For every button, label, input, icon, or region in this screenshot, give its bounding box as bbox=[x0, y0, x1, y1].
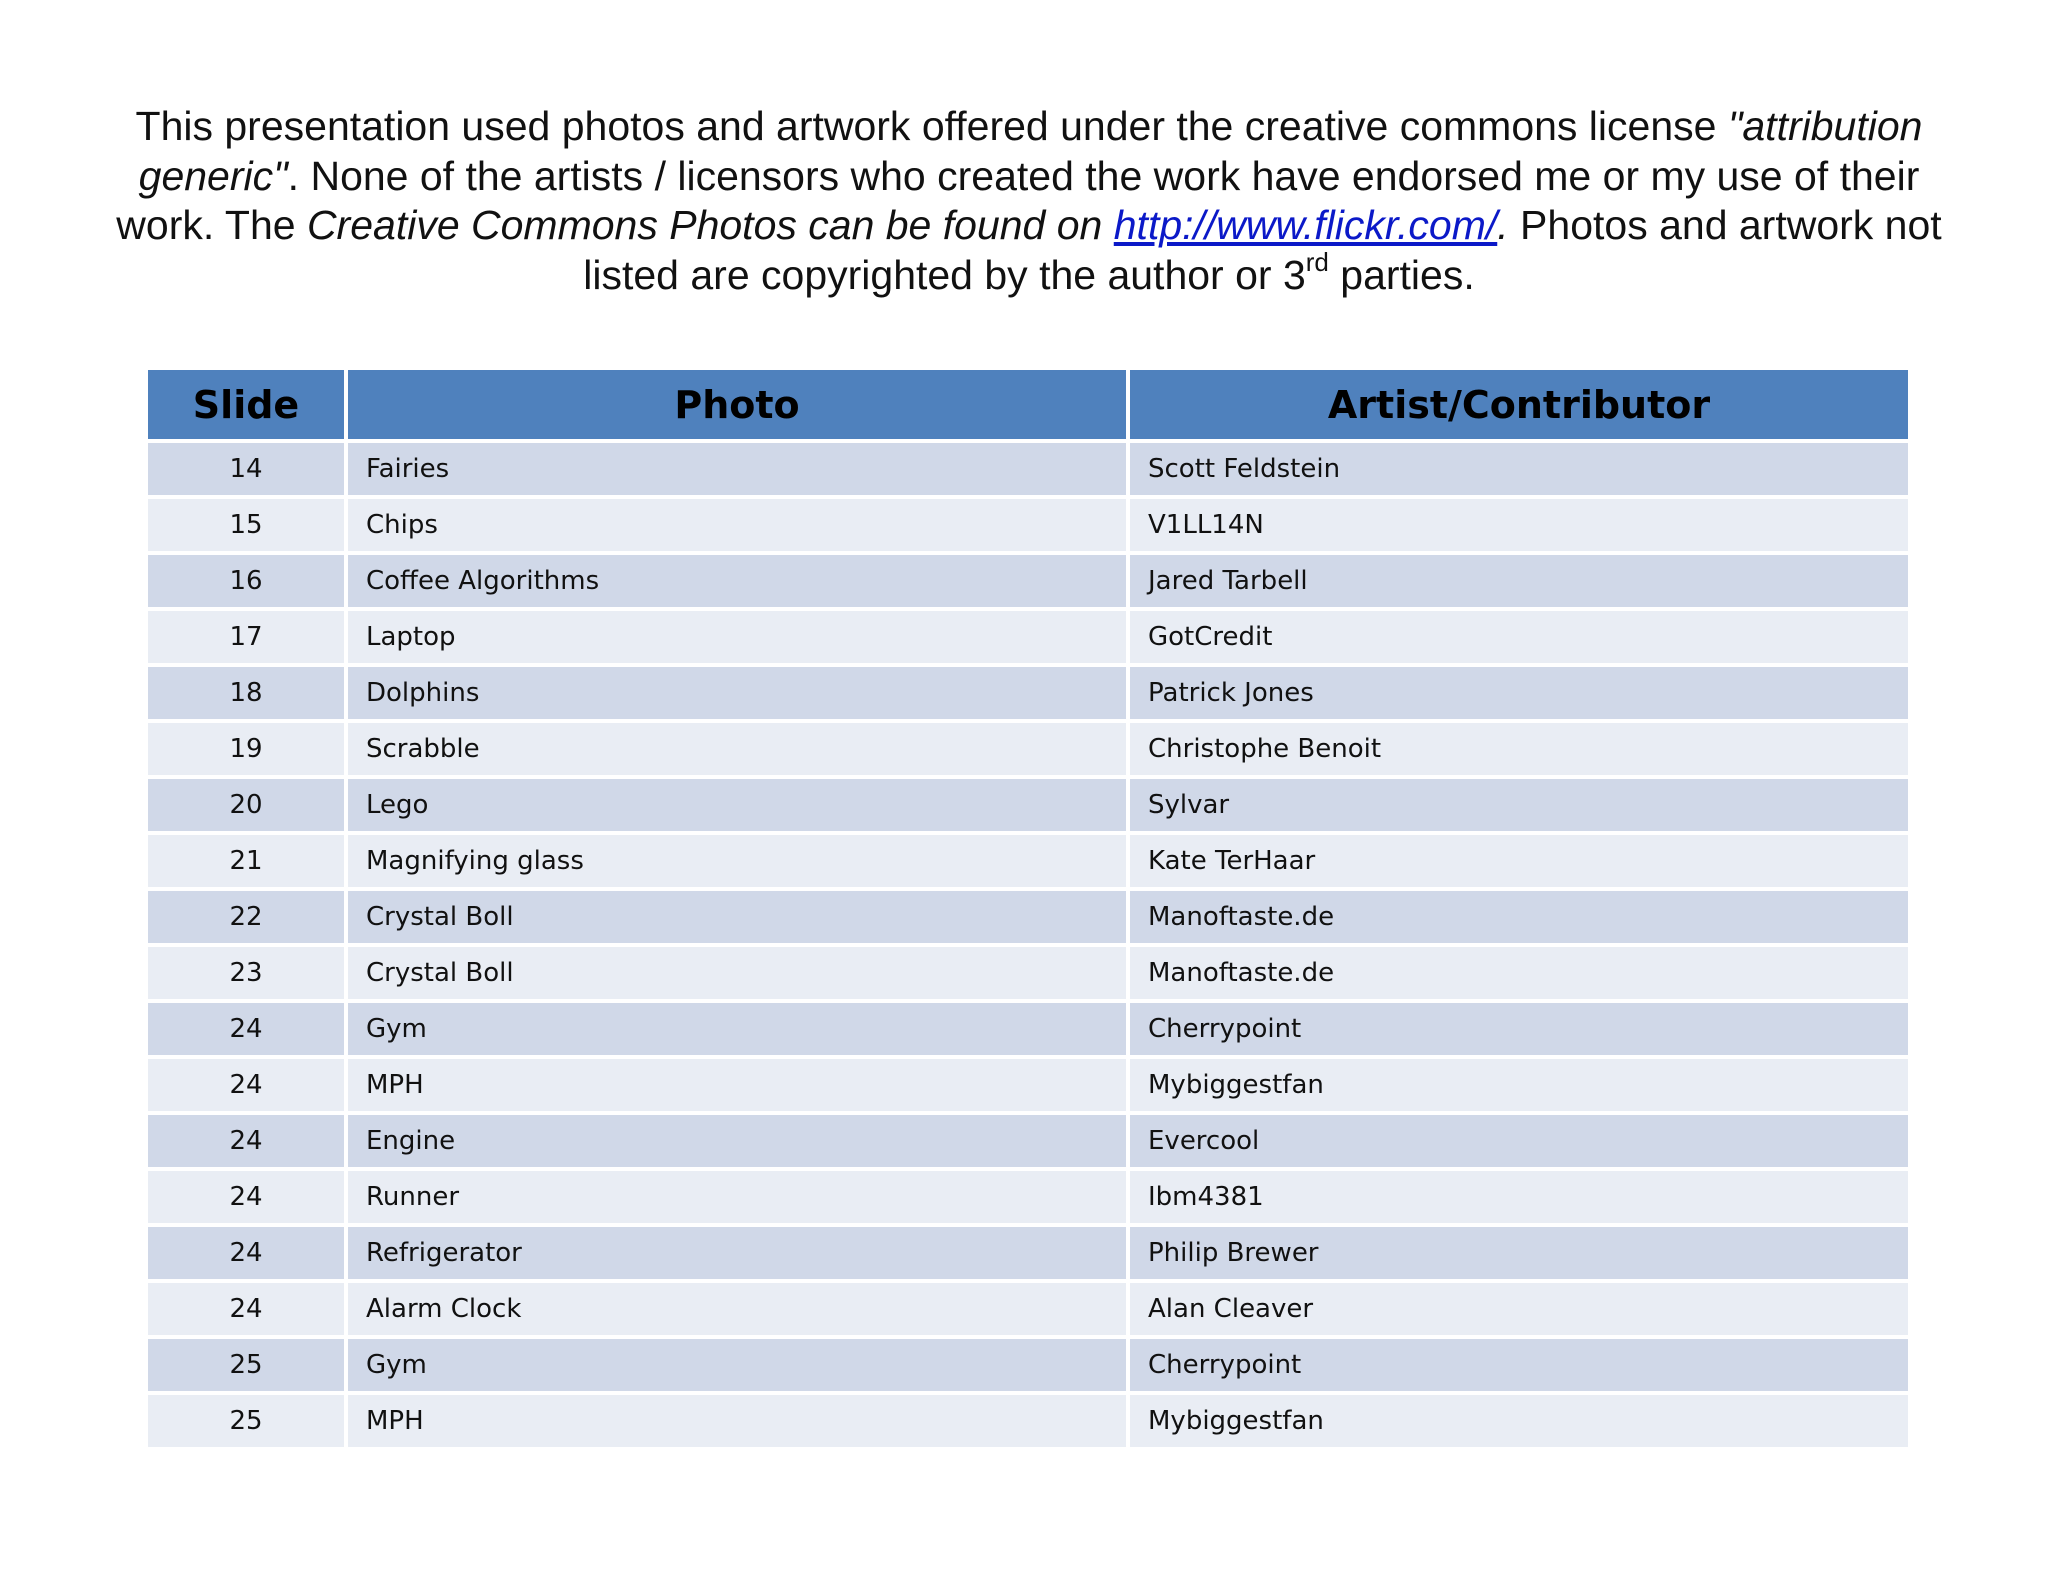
cell-slide: 19 bbox=[148, 723, 344, 775]
license-name: "attribution generic" bbox=[138, 103, 1923, 199]
cell-photo: Crystal Boll bbox=[348, 947, 1126, 999]
cell-slide: 24 bbox=[148, 1059, 344, 1111]
table-row bbox=[148, 1227, 1908, 1279]
notice-text-2: . None of the artists / licensors who created the work have endorsed me or my use of their work. The bbox=[116, 152, 1920, 248]
cell-photo: Gym bbox=[348, 1339, 1126, 1391]
cell-slide: 25 bbox=[148, 1395, 344, 1447]
cell-photo: Refrigerator bbox=[348, 1227, 1126, 1279]
cell-artist: Evercool bbox=[1130, 1115, 1908, 1167]
cell-slide: 25 bbox=[148, 1339, 344, 1391]
table-row bbox=[148, 1339, 1908, 1391]
cell-artist: Christophe Benoit bbox=[1130, 723, 1908, 775]
cell-slide: 24 bbox=[148, 1115, 344, 1167]
table-row bbox=[148, 779, 1908, 831]
cell-artist: V1LL14N bbox=[1130, 499, 1908, 551]
cell-slide: 24 bbox=[148, 1283, 344, 1335]
table-row bbox=[148, 499, 1908, 551]
cell-photo: Alarm Clock bbox=[348, 1283, 1126, 1335]
table-row bbox=[148, 1115, 1908, 1167]
cell-photo: Lego bbox=[348, 779, 1126, 831]
table-row bbox=[148, 1395, 1908, 1447]
cell-slide: 24 bbox=[148, 1171, 344, 1223]
table-row bbox=[148, 723, 1908, 775]
notice-text-5: parties. bbox=[1328, 251, 1475, 298]
cell-photo: Engine bbox=[348, 1115, 1126, 1167]
cell-artist: Cherrypoint bbox=[1130, 1003, 1908, 1055]
header-photo: Photo bbox=[348, 370, 1126, 439]
credits-table bbox=[144, 366, 1912, 1451]
cell-artist: Kate TerHaar bbox=[1130, 835, 1908, 887]
cell-artist: Mybiggestfan bbox=[1130, 1059, 1908, 1111]
cell-photo: Laptop bbox=[348, 611, 1126, 663]
table-row bbox=[148, 1003, 1908, 1055]
cell-photo: Crystal Boll bbox=[348, 891, 1126, 943]
cell-slide: 14 bbox=[148, 443, 344, 495]
table-row bbox=[148, 891, 1908, 943]
flickr-link[interactable]: http://www.flickr.com/ bbox=[1113, 202, 1498, 248]
cell-photo: Coffee Algorithms bbox=[348, 555, 1126, 607]
table-row bbox=[148, 947, 1908, 999]
cell-slide: 24 bbox=[148, 1003, 344, 1055]
cell-slide: 20 bbox=[148, 779, 344, 831]
attribution-notice bbox=[110, 102, 1948, 300]
table-row bbox=[148, 611, 1908, 663]
cell-photo: Scrabble bbox=[348, 723, 1126, 775]
cell-slide: 21 bbox=[148, 835, 344, 887]
header-artist: Artist/Contributor bbox=[1130, 370, 1908, 439]
cell-artist: Manoftaste.de bbox=[1130, 947, 1908, 999]
table-body bbox=[148, 443, 1908, 1447]
notice-text-4: Photos and artwork not listed are copyrighted by the author or 3 bbox=[583, 202, 1942, 298]
table-row bbox=[148, 1283, 1908, 1335]
notice-period: . bbox=[1497, 202, 1509, 248]
cell-artist: Mybiggestfan bbox=[1130, 1395, 1908, 1447]
cell-photo: Chips bbox=[348, 499, 1126, 551]
cell-photo: Gym bbox=[348, 1003, 1126, 1055]
cell-artist: Scott Feldstein bbox=[1130, 443, 1908, 495]
table-row bbox=[148, 555, 1908, 607]
notice-text-3: Creative Commons Photos can be found on bbox=[306, 202, 1114, 248]
cell-photo: MPH bbox=[348, 1395, 1126, 1447]
table-row bbox=[148, 667, 1908, 719]
table-row bbox=[148, 835, 1908, 887]
header-slide: Slide bbox=[148, 370, 344, 439]
cell-slide: 18 bbox=[148, 667, 344, 719]
cell-slide: 23 bbox=[148, 947, 344, 999]
cell-artist: Alan Cleaver bbox=[1130, 1283, 1908, 1335]
cell-photo: Dolphins bbox=[348, 667, 1126, 719]
cell-photo: Runner bbox=[348, 1171, 1126, 1223]
table-row bbox=[148, 443, 1908, 495]
cell-artist: Cherrypoint bbox=[1130, 1339, 1908, 1391]
cell-slide: 17 bbox=[148, 611, 344, 663]
cell-photo: Fairies bbox=[348, 443, 1126, 495]
table-row bbox=[148, 1059, 1908, 1111]
cell-slide: 24 bbox=[148, 1227, 344, 1279]
cell-artist: Jared Tarbell bbox=[1130, 555, 1908, 607]
cell-artist: Philip Brewer bbox=[1130, 1227, 1908, 1279]
cell-artist: GotCredit bbox=[1130, 611, 1908, 663]
cell-slide: 15 bbox=[148, 499, 344, 551]
cell-photo: MPH bbox=[348, 1059, 1126, 1111]
cell-artist: Manoftaste.de bbox=[1130, 891, 1908, 943]
notice-text-1: This presentation used photos and artwork offered under the creative commons license bbox=[135, 103, 1728, 149]
cell-artist: Ibm4381 bbox=[1130, 1171, 1908, 1223]
table-row bbox=[148, 1171, 1908, 1223]
cell-slide: 22 bbox=[148, 891, 344, 943]
cell-artist: Patrick Jones bbox=[1130, 667, 1908, 719]
cell-artist: Sylvar bbox=[1130, 779, 1908, 831]
table-header-row bbox=[148, 370, 1908, 439]
cell-slide: 16 bbox=[148, 555, 344, 607]
cell-photo: Magnifying glass bbox=[348, 835, 1126, 887]
ordinal-suffix: rd bbox=[1305, 246, 1329, 277]
